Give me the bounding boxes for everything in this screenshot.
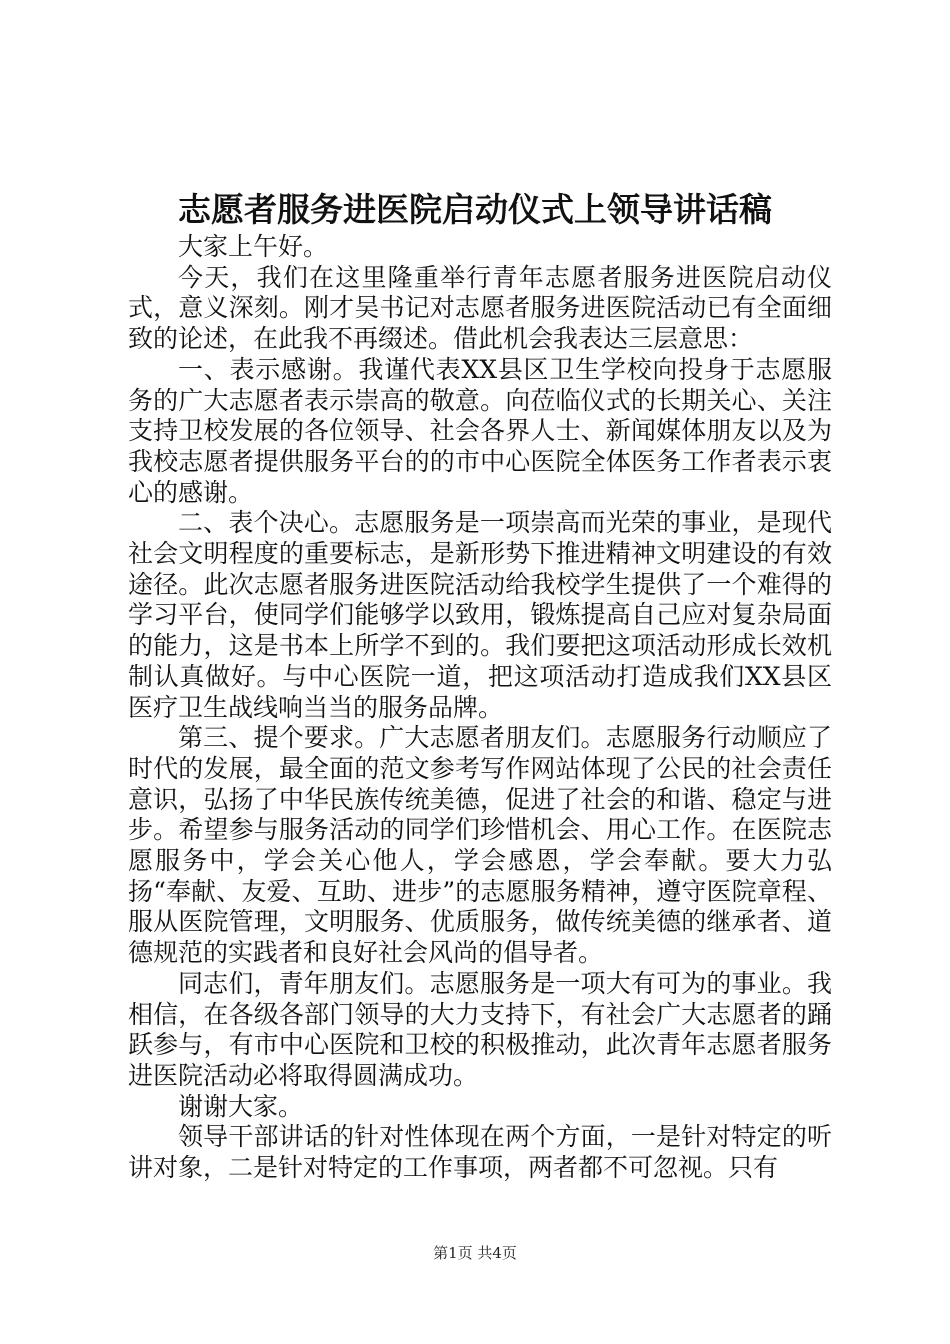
document-body (128, 232, 832, 1184)
paragraph-thanks: 一、表示感谢。我谨代表XX县区卫生学校向投身于志愿服务的广大志愿者表示崇高的敬意。向莅临仪式的长期关心、关注支持卫校发展的各位领导、社会各界人士、新闻媒体朋友以及为我校志愿者提供服务平台的的市中心医院全体医务工作者表示衷心的感谢。 (128, 354, 832, 507)
paragraph-greeting: 大家上午好。 (178, 232, 329, 261)
page-number-footer: 第1页 共4页 (433, 1244, 517, 1262)
document-title: 志愿者服务进医院启动仪式上领导讲话稿 (178, 190, 772, 229)
paragraph-appendix: 领导干部讲话的针对性体现在两个方面，一是针对特定的听讲对象，二是针对特定的工作事项，两者都不可忽视。只有 (128, 1122, 832, 1183)
paragraph-conclusion: 同志们，青年朋友们。志愿服务是一项大有可为的事业。我相信，在各级各部门领导的大力支持下，有社会广大志愿者的踊跃参与，有市中心医院和卫校的积极推动，此次青年志愿者服务进医院活动必将取得圆满成功。 (128, 968, 832, 1090)
paragraph-thank-you: 谢谢大家。 (178, 1091, 304, 1121)
paragraph-requirements: 第三、提个要求。广大志愿者朋友们。志愿服务行动顺应了时代的发展，最全面的范文参考写作网站体现了公民的社会责任意识，弘扬了中华民族传统美德，促进了社会的和谐、稳定与进步。希望参与服务活动的同学们珍惜机会、用心工作。在医院志愿服务中，学会关心他人，学会感恩，学会奉献。要大力弘扬“奉献、友爱、互助、进步”的志愿服务精神，遵守医院章程、服从医院管理，文明服务、优质服务，做传统美德的继承者、道德规范的实践者和良好社会风尚的倡导者。 (128, 723, 832, 968)
paragraph-intro: 今天，我们在这里隆重举行青年志愿者服务进医院启动仪式，意义深刻。刚才吴书记对志愿者服务进医院活动已有全面细致的论述，在此我不再缀述。借此机会我表达三层意思： (128, 262, 832, 354)
paragraph-resolve: 二、表个决心。志愿服务是一项崇高而光荣的事业，是现代社会文明程度的重要标志，是新形势下推进精神文明建设的有效途径。此次志愿者服务进医院活动给我校学生提供了一个难得的学习平台，使同学们能够学以致用，锻炼提高自己应对复杂局面的能力，这是书本上所学不到的。我们要把这项活动形成长效机制认真做好。与中心医院一道，把这项活动打造成我们XX县区医疗卫生战线响当当的服务品牌。 (128, 508, 832, 722)
